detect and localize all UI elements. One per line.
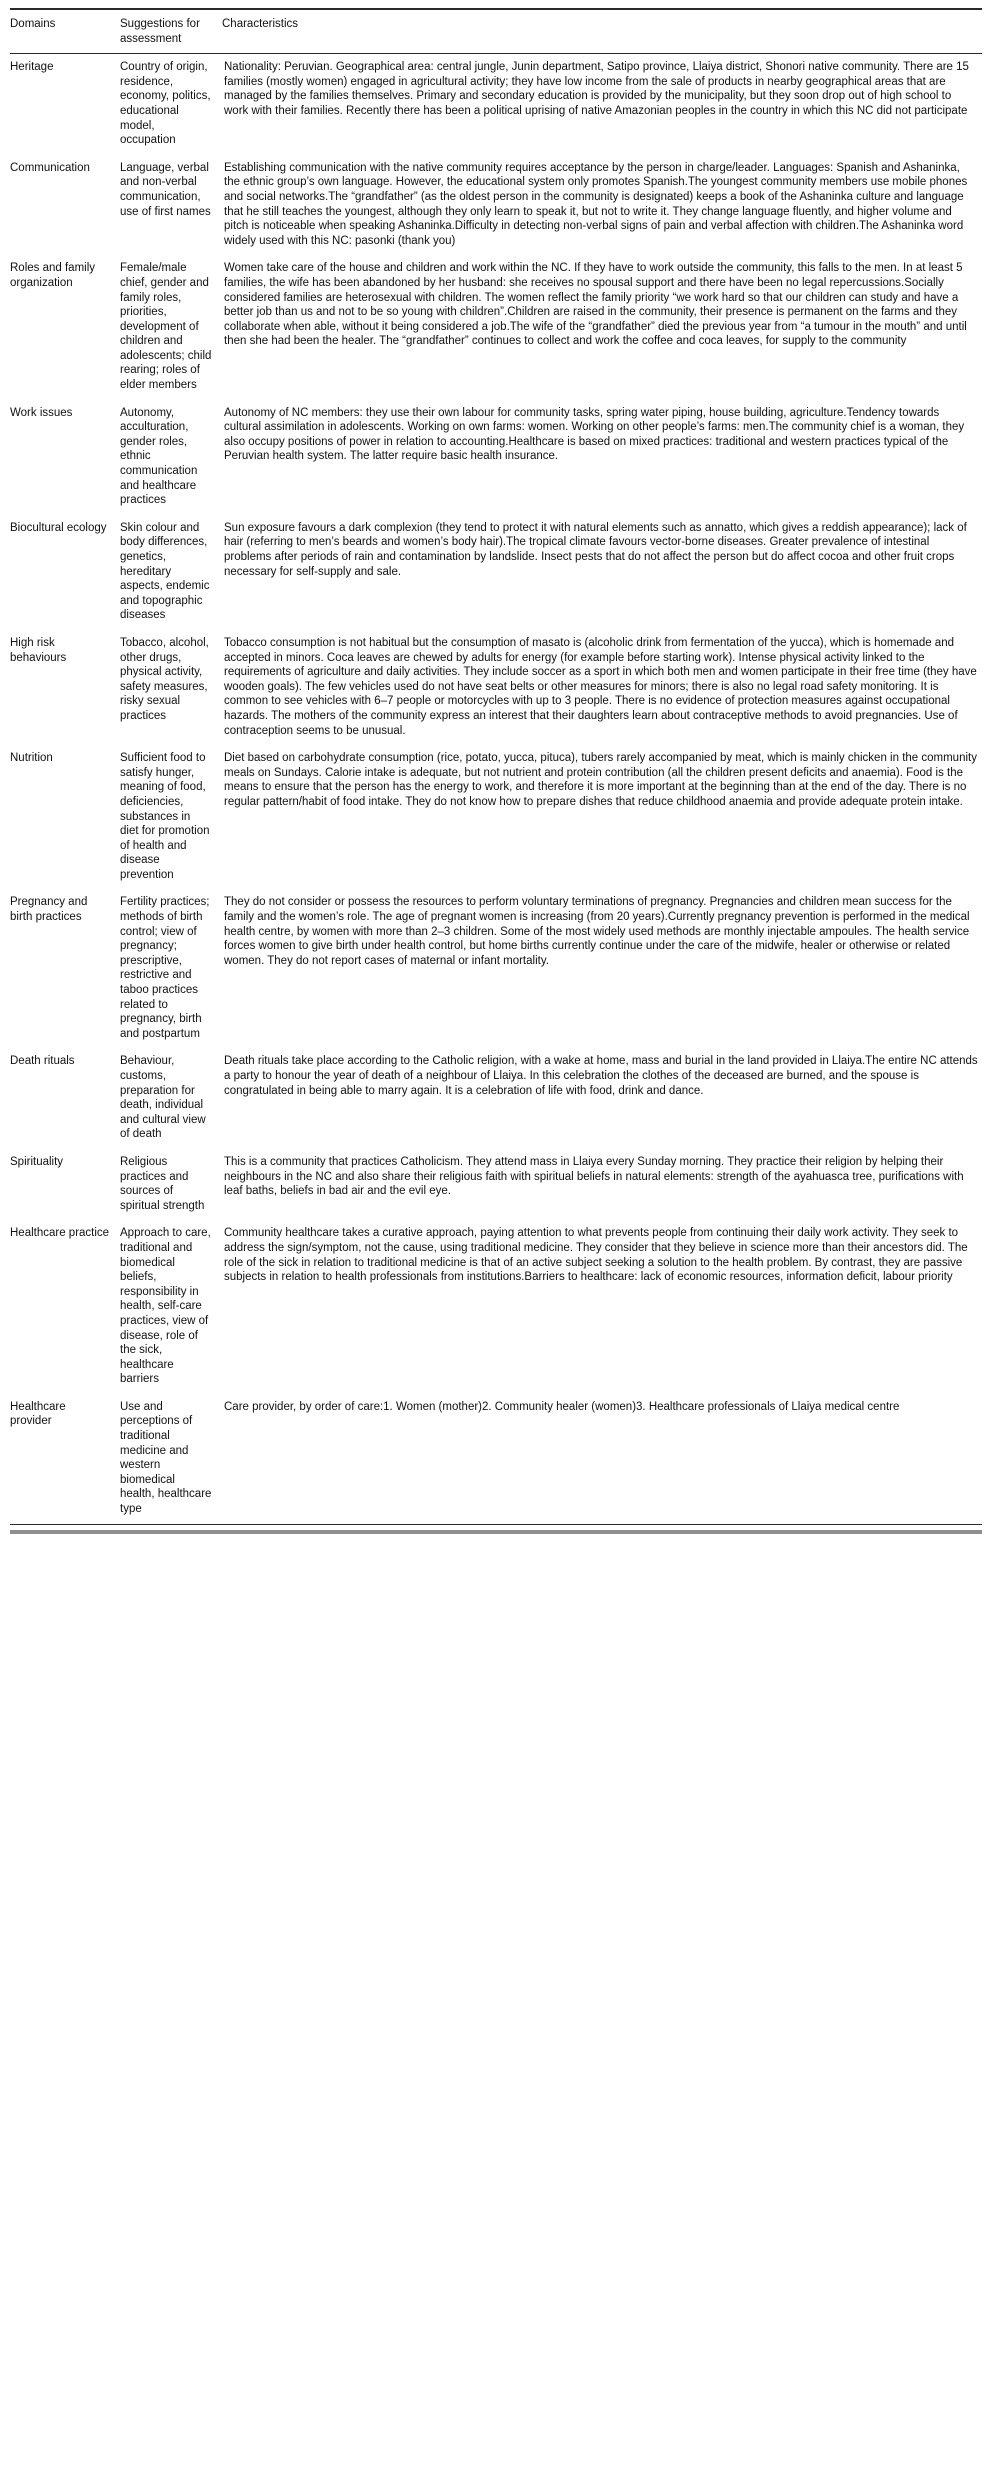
table-row bbox=[10, 1149, 982, 1220]
table-body bbox=[10, 54, 982, 1524]
table-bottom-rule bbox=[10, 1530, 982, 1534]
col-header-suggestions: Suggestions for assessment bbox=[120, 9, 222, 54]
characteristics-cell: Death rituals take place according to the Catholic religion, with a wake at home, mass and burial in the land provided in Llaiya.The entire NC attends a party to honour the year of death of a neighbour of Llaiya. In this celebration the clothes of the deceased are burned, and the spouse is congratulated in being able to marry again. It is a celebration of life with food, drink and dance. bbox=[224, 1055, 978, 1097]
domain-cell: Nutrition bbox=[10, 752, 53, 765]
header-row bbox=[10, 9, 982, 54]
suggestions-cell: Fertility practices; methods of birth control; view of pregnancy; prescriptive, restrictive and taboo practices related to pregnancy, birth and postpartum bbox=[120, 896, 210, 1040]
table-row bbox=[10, 255, 982, 399]
suggestions-cell: Behaviour, customs, preparation for death, individual and cultural view of death bbox=[120, 1055, 206, 1141]
table-row bbox=[10, 630, 982, 745]
table-row bbox=[10, 889, 982, 1048]
table-row bbox=[10, 745, 982, 889]
characteristics-cell: Autonomy of NC members: they use their own labour for community tasks, spring water piping, house building, agriculture.Tendency towards cultural assimilation in adolescents. Working on own farms: women. Working on other people’s farms: men.The community chief is a woman, they also occupy positions of power in relation to accounting.Healthcare is based on mixed practices: traditional and western practices typical of the Peruvian health system. The latter require basic health insurance. bbox=[224, 406, 965, 463]
table-row bbox=[10, 155, 982, 256]
characteristics-cell: Women take care of the house and children and work within the NC. If they have to work outside the community, this falls to the men. In at least 5 families, the wife has been abandoned by her husband: she receives no spousal support and there have been no legal repercussions.Socially considered families are heterosexual with children. The women reflect the family priority “we work hard so that our children can study and have a better job than us and not to be so young with children”.Children are raised in the community, their presence is permanent on the farms and they collaborate when able, without it being considered a job.The wife of the “grandfather” died the previous year from “a tumour in the mouth” and until then she had been the healer. The “grandfather” continues to collect and work the coffee and coca leaves, for supply to the community bbox=[224, 262, 967, 348]
characteristics-cell: Care provider, by order of care:1. Women (mother)2. Community healer (women)3. Healthcare professionals of Llaiya medical centre bbox=[224, 1400, 900, 1413]
table-row bbox=[10, 515, 982, 630]
domain-cell: Death rituals bbox=[10, 1055, 75, 1068]
suggestions-cell: Autonomy, acculturation, gender roles, ethnic communication and healthcare practices bbox=[120, 406, 198, 507]
domain-cell: Pregnancy and birth practices bbox=[10, 896, 88, 924]
col-header-characteristics: Characteristics bbox=[222, 9, 982, 54]
characteristics-cell: Establishing communication with the native community requires acceptance by the person in charge/leader. Languages: Spanish and Ashaninka, the ethnic group’s own language. However, the educational system only promotes Spanish.The youngest community members use mobile phones and social networks.The “grandfather” (as the oldest person in the community is designated) keeps a book of the Ashaninka culture and language that he still teaches the youngest, although they only learn to speak it, but not to write it. They change language fluently, and higher volume and pitch is noticeable when speaking Ashaninka.Difficulty in detecting non-verbal signs of pain and verbal affection with children.The Ashaninka word widely used with this NC: pasonki (thank you) bbox=[224, 161, 968, 247]
table-row bbox=[10, 1394, 982, 1524]
characteristics-cell: Tobacco consumption is not habitual but the consumption of masato is (alcoholic drink from fermentation of the yucca), which is homemade and accepted in minors. Coca leaves are chewed by adults for energy (for example before starting work). Intense physical activity linked to the requirements of agriculture and daily activities. They include soccer as a sport in which both men and women participate in their free time (they have wooden goals). The few vehicles used do not have seat belts or other measures for minors; there is also no legal road safety monitoring. It is common to see vehicles with 6–7 people or motorcycles with up to 3 people. There is no evidence of protection measures against occupational hazards. The mothers of the community express an interest that their daughters learn about contraceptive methods to avoid pregnancies. Use of contraception seems to be unusual. bbox=[224, 636, 977, 737]
domain-cell: Roles and family organization bbox=[10, 262, 96, 289]
characteristics-cell: Sun exposure favours a dark complexion (they tend to protect it with natural elements such as annatto, which gives a reddish appearance); lack of hair (referring to men’s beards and women’s body hair).The tropical climate favours vector-borne diseases. Greater prevalence of intestinal problems after periods of rain and contamination by landslide. Insect pests that do not affect the person but do affect cocoa and other fruit crops necessary for self-supply and sale. bbox=[224, 521, 967, 578]
domain-cell: Communication bbox=[10, 161, 90, 174]
suggestions-cell: Country of origin, residence, economy, politics, educational model, occupation bbox=[120, 61, 211, 147]
suggestions-cell: Use and perceptions of traditional medicine and western biomedical health, healthcare type bbox=[120, 1400, 212, 1516]
characteristics-cell: They do not consider or possess the resources to perform voluntary terminations of pregnancy. Pregnancies and children mean success for the family and the women’s role. The age of pregnant women is increasing (from 20 years).Currently pregnancy prevention is performed in the medical health centre, by women with more than 2–3 children. Some of the most widely used methods are monthly injectable ampoules. The health service forces women to give birth under health control, but home births currently continue under the care of the midwife, healer or otherwise or related women. They do not report cases of maternal or infant mortality. bbox=[224, 896, 970, 967]
table-row bbox=[10, 54, 982, 155]
table-row bbox=[10, 1220, 982, 1394]
table-header bbox=[10, 9, 982, 54]
col-header-domains: Domains bbox=[10, 9, 120, 54]
characteristics-cell: This is a community that practices Catholicism. They attend mass in Llaiya every Sunday morning. They practice their religion by helping their neighbours in the NC and also share their religious faith with spiritual beliefs in natural elements: strength of the ayahuasca tree, purifications with leaf baths, beliefs in bad air and the evil eye. bbox=[224, 1155, 964, 1198]
characteristics-cell: Community healthcare takes a curative approach, paying attention to what prevents people from continuing their daily work activity. They seek to address the sign/symptom, not the cause, using traditional medicine. They consider that they believe in science more than their ancestors did. The role of the sick in relation to traditional medicine is that of an active subject seeking a solution to the health problem. By contrast, they are passive subjects in relation to health professionals from institutions.Barriers to healthcare: lack of economic resources, information deficit, labour priority bbox=[224, 1227, 968, 1284]
domain-cell: Healthcare practice bbox=[10, 1227, 110, 1240]
suggestions-cell: Tobacco, alcohol, other drugs, physical activity, safety measures, risky sexual practices bbox=[120, 636, 209, 722]
domain-cell: High risk behaviours bbox=[10, 636, 67, 664]
suggestions-cell: Approach to care, traditional and biomedical beliefs, responsibility in health, self-care practices, view of disease, role of the sick, healthcare barriers bbox=[120, 1227, 211, 1386]
suggestions-cell: Skin colour and body differences, genetics, hereditary aspects, endemic and topographic diseases bbox=[120, 521, 210, 622]
suggestions-cell: Language, verbal and non-verbal communication, use of first names bbox=[120, 161, 211, 218]
suggestions-cell: Religious practices and sources of spiritual strength bbox=[120, 1155, 205, 1212]
domain-cell: Work issues bbox=[10, 406, 73, 419]
domain-cell: Biocultural ecology bbox=[10, 521, 107, 534]
characteristics-cell: Diet based on carbohydrate consumption (rice, potato, yucca, pituca), tubers rarely accompanied by meat, which is mainly chicken in the community meals on Sundays. Calorie intake is adequate, but not nutrient and protein contribution (all the children present deficits and anaemia). Food is the means to ensure that the person has the energy to work, and therefore it is more important at the beginning than at the end of the day. There is no regular pattern/habit of food intake. They do not know how to prepare dishes that reduce childhood anaemia and provide adequate protein intake. bbox=[224, 752, 977, 808]
domain-cell: Spirituality bbox=[10, 1155, 64, 1168]
suggestions-cell: Sufficient food to satisfy hunger, meaning of food, deficiencies, substances in diet for promotion of health and disease prevention bbox=[120, 752, 210, 881]
domain-cell: Healthcare provider bbox=[10, 1400, 66, 1428]
table-row bbox=[10, 1048, 982, 1149]
suggestions-cell: Female/male chief, gender and family roles, priorities, development of children and adolescents; child rearing; roles of elder members bbox=[120, 262, 212, 392]
cultural-domains-table bbox=[10, 8, 982, 1525]
domain-cell: Heritage bbox=[10, 61, 54, 74]
table-row bbox=[10, 400, 982, 515]
characteristics-cell: Nationality: Peruvian. Geographical area: central jungle, Junin department, Satipo province, Llaiya district, Shonori native community. There are 15 families (mostly women) engaged in agricultural activity; they have low income from the sale of products in nearby geographical areas that are managed by the families themselves. Primary and secondary education is provided by the municipality, but they soon drop out of high school to work with their families. Recently there has been a political uprising of native Amazonian peoples in the country in which this NC did not participate bbox=[224, 61, 969, 117]
